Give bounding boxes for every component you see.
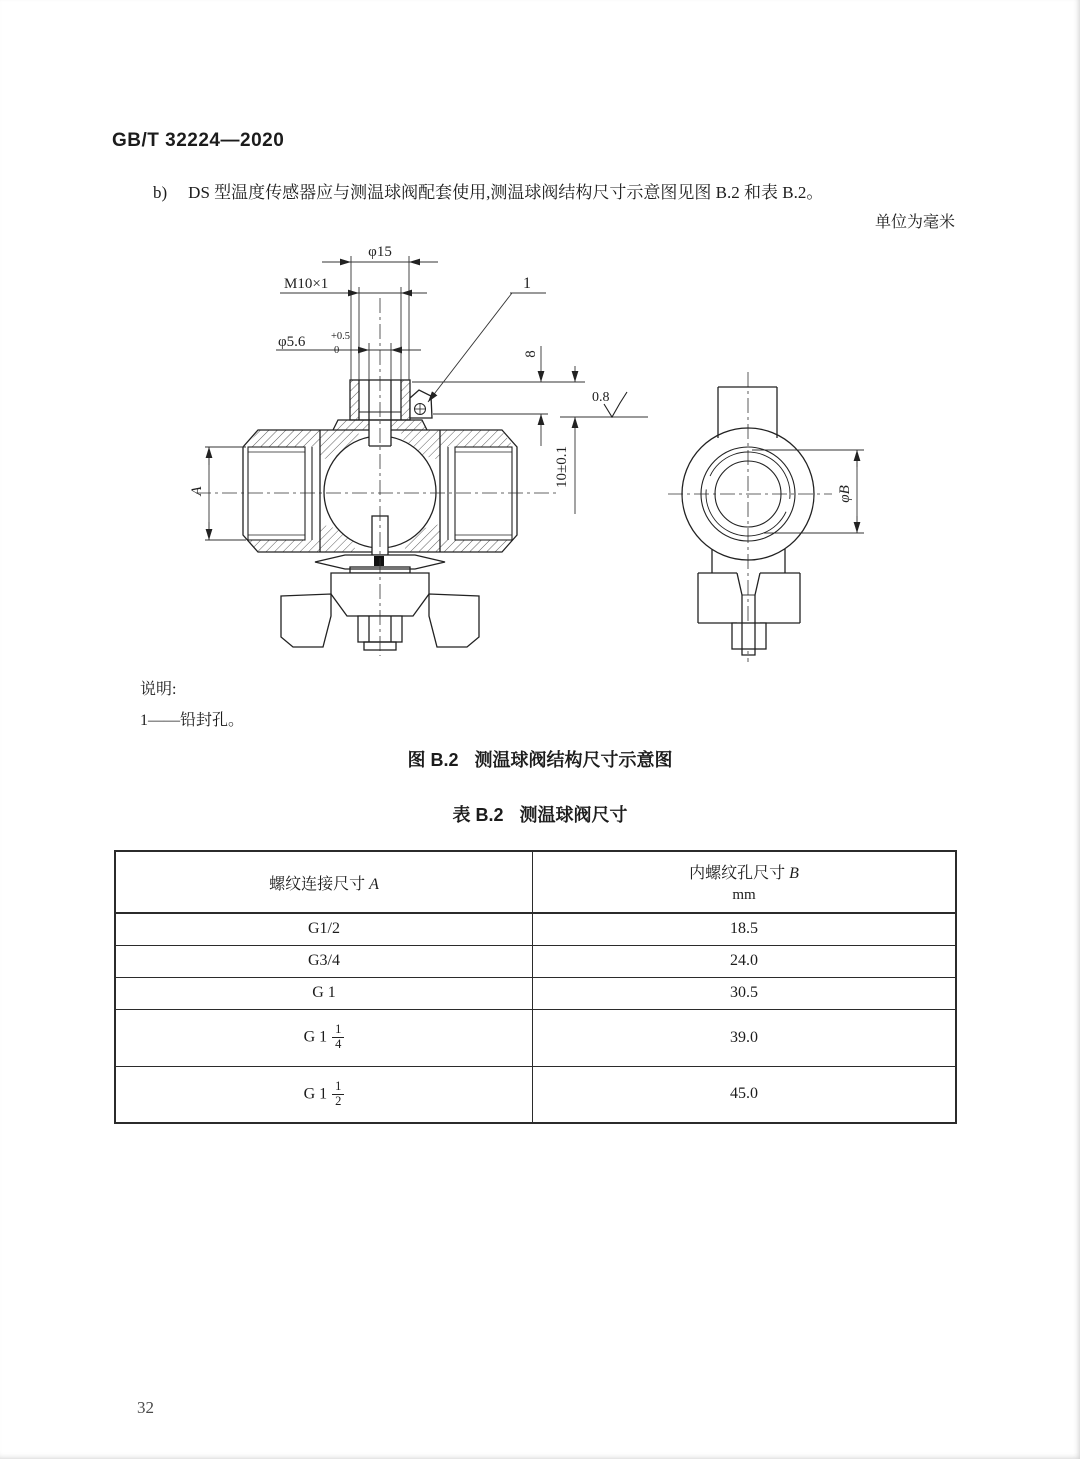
- callout-1: 1: [523, 275, 531, 292]
- dim-8: 8: [523, 350, 539, 358]
- figure-caption-text: 测温球阀结构尺寸示意图: [474, 750, 673, 770]
- dimension-lines: [205, 256, 864, 540]
- cell-thread-size: G1/2: [115, 913, 533, 945]
- cell-bore-size: 18.5: [533, 913, 957, 945]
- unit-mm: mm: [732, 887, 756, 903]
- cell-thread-size: G3/4: [115, 945, 533, 977]
- table-caption-label: 表 B.2: [452, 805, 504, 825]
- figure-caption-label: 图 B.2: [407, 750, 459, 770]
- col-header-bore-size: 内螺纹孔尺寸 B mm: [533, 851, 957, 913]
- dim-dia15: φ15: [368, 244, 392, 260]
- clause-marker: b): [153, 183, 168, 202]
- dim-thread: M10×1: [284, 276, 329, 292]
- clause-paragraph: [153, 181, 943, 205]
- document-code: GB/T 32224—2020: [112, 130, 285, 151]
- dim-10: 10±0.1: [554, 446, 570, 488]
- cell-thread-size: G 1: [115, 977, 533, 1009]
- table-caption: [0, 801, 1080, 827]
- dimension-table: [114, 850, 957, 1124]
- technical-drawing: [0, 232, 1080, 670]
- dimension-labels: [189, 244, 853, 503]
- cell-bore-size: 39.0: [533, 1009, 957, 1066]
- cell-bore-size: 24.0: [533, 945, 957, 977]
- table-caption-text: 测温球阀尺寸: [519, 805, 628, 825]
- table-row: [115, 945, 956, 977]
- cell-bore-size: 45.0: [533, 1066, 957, 1123]
- figure-caption: [0, 746, 1080, 772]
- col-header-thread-size: 螺纹连接尺寸 A: [115, 851, 533, 913]
- table-row: [115, 913, 956, 945]
- cell-bore-size: 30.5: [533, 977, 957, 1009]
- cell-thread-size: G 1 $\frac{1}{4}$: [115, 1009, 533, 1066]
- dim-A: A: [189, 486, 205, 496]
- table-header-row: [115, 851, 956, 913]
- cell-thread-size: G 1 $\frac{1}{2}$: [115, 1066, 533, 1123]
- dim-dia56-tol-up: +0.5: [331, 331, 351, 342]
- clause-text: DS 型温度传感器应与测温球阀配套使用,测温球阀结构尺寸示意图见图 B.2 和表 B.2。: [188, 183, 824, 202]
- table-row: [115, 1009, 956, 1066]
- dim-dia56-tol-dn: 0: [334, 345, 340, 356]
- dim-dia56: φ5.6: [278, 334, 306, 350]
- legend-item: 1——铅封孔。: [140, 712, 245, 729]
- table-row: [115, 1066, 956, 1123]
- roughness-value: 0.8: [592, 390, 610, 405]
- unit-note: 单位为毫米: [874, 214, 955, 231]
- table-row: [115, 977, 956, 1009]
- legend-title: 说明:: [140, 681, 177, 698]
- dim-diaB: φB: [837, 485, 853, 503]
- page-number: 32: [137, 1398, 154, 1417]
